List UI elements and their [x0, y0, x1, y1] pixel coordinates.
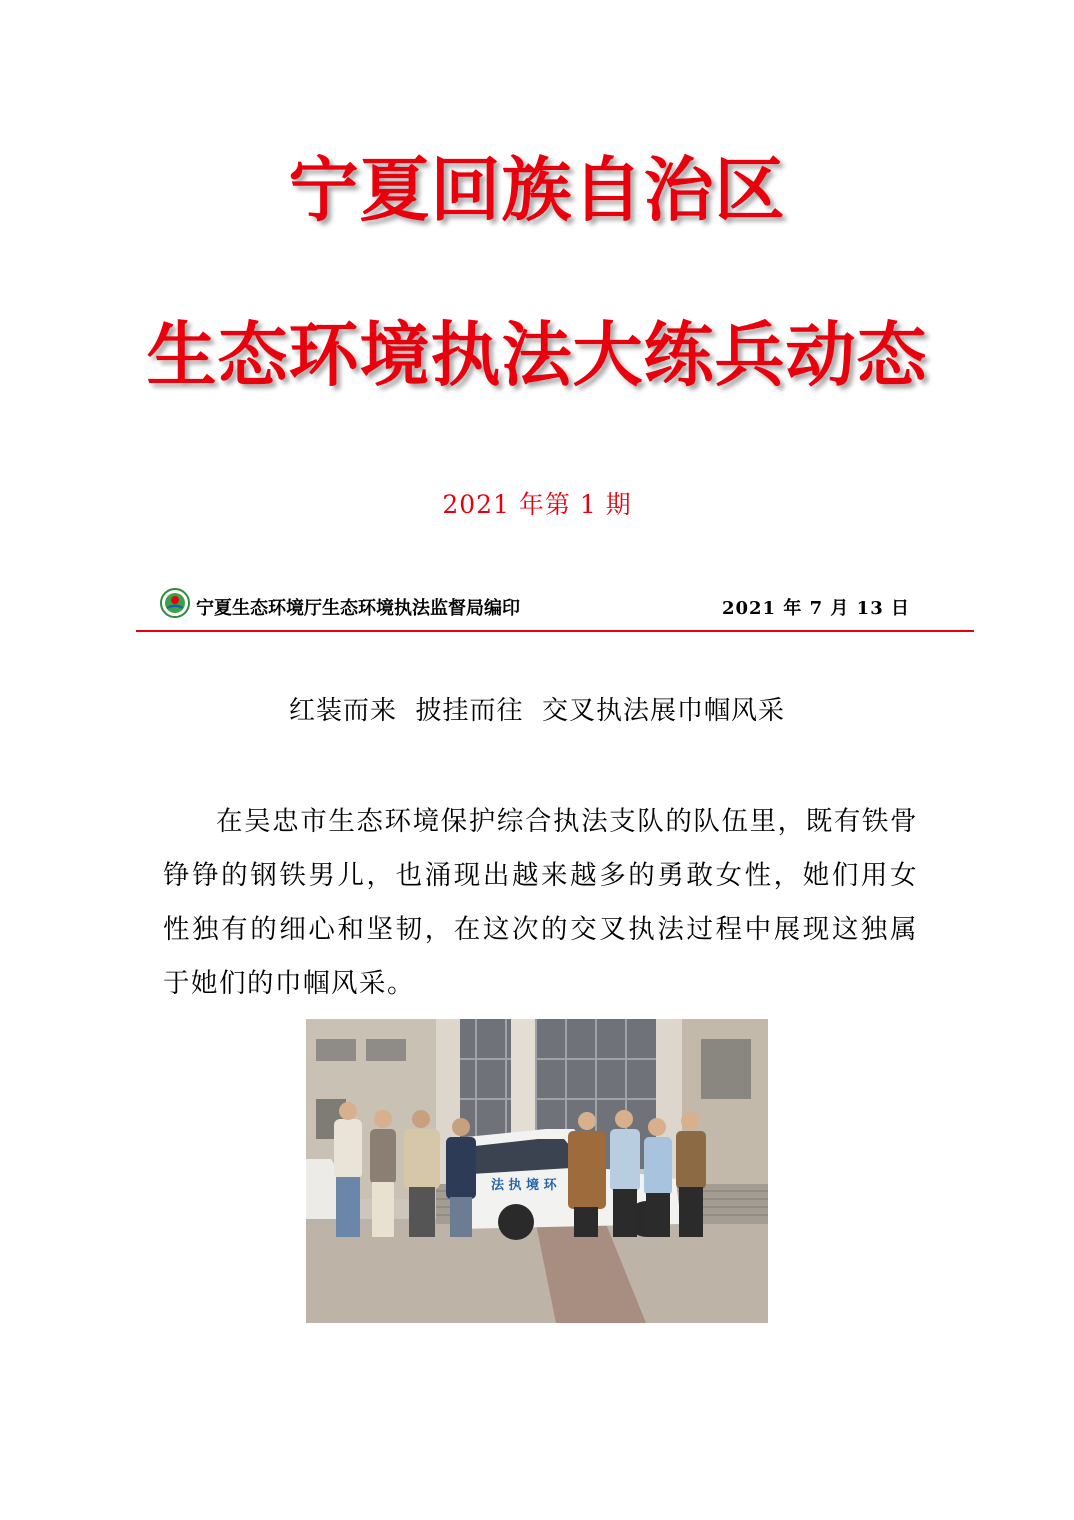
publisher-org: 宁夏生态环境厅生态环境执法监督局编印 — [196, 598, 520, 619]
issue-number: 2021 年第 1 期 — [442, 490, 632, 519]
header-divider — [136, 630, 974, 632]
article-paragraph: 在吴忠市生态环境保护综合执法支队的队伍里，既有铁骨铮铮的钢铁男儿，也涌现出越来越多的勇敢女性，她们用女性独有的细心和坚韧，在这次的交叉执法过程中展现这独属于她们的巾帼风采。 — [163, 806, 918, 999]
car-door-text: 法 执 境 环 — [491, 1178, 557, 1193]
environment-emblem-icon — [160, 588, 190, 618]
page-title-line1: 宁夏回族自治区 — [288, 149, 786, 231]
page-title-line2: 生态环境执法大练兵动态 — [146, 314, 928, 396]
article-photo — [306, 1019, 768, 1323]
article-headline: 红装而来 披挂而往 交叉执法展巾帼风采 — [288, 696, 786, 726]
masthead-row — [160, 588, 910, 624]
publish-date: 2021 年 7 月 13 日 — [721, 598, 910, 619]
